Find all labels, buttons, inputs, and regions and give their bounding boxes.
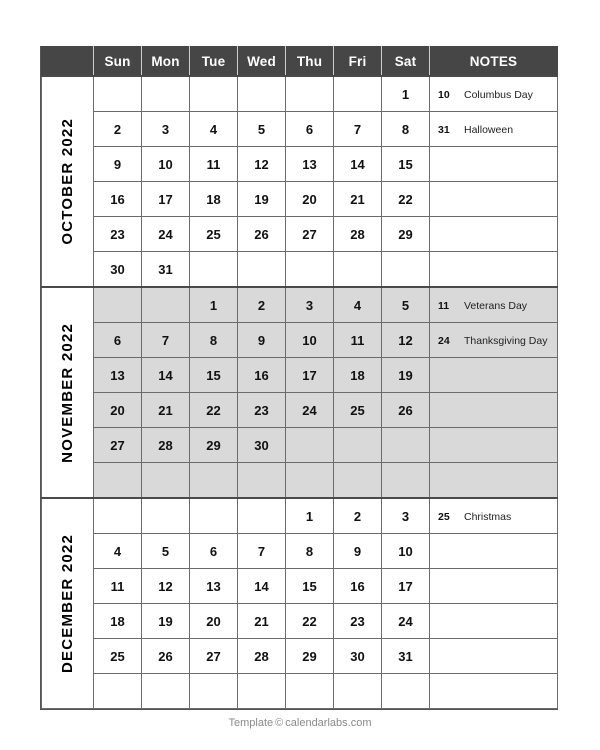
day-cell[interactable] — [190, 498, 238, 534]
note-text — [460, 440, 464, 452]
day-cell[interactable] — [382, 674, 430, 709]
day-cell[interactable] — [286, 428, 334, 463]
day-cell[interactable]: 8 — [286, 534, 334, 569]
day-cell[interactable] — [142, 287, 190, 323]
day-cell[interactable] — [94, 674, 142, 709]
day-cell[interactable]: 14 — [334, 147, 382, 182]
weekday-header-thu: Thu — [286, 47, 334, 77]
day-cell[interactable] — [334, 428, 382, 463]
day-cell[interactable]: 21 — [142, 393, 190, 428]
week-row — [42, 358, 558, 393]
day-cell[interactable]: 13 — [286, 147, 334, 182]
day-cell[interactable]: 12 — [142, 569, 190, 604]
day-cell[interactable]: 24 — [286, 393, 334, 428]
day-cell[interactable]: 27 — [190, 639, 238, 674]
day-cell[interactable]: 4 — [190, 112, 238, 147]
day-cell[interactable]: 16 — [94, 182, 142, 217]
day-cell[interactable] — [334, 76, 382, 112]
notes-cell[interactable] — [430, 639, 558, 674]
day-cell[interactable]: 23 — [238, 393, 286, 428]
week-row — [42, 498, 558, 534]
week-row — [42, 604, 558, 639]
day-cell[interactable]: 31 — [382, 639, 430, 674]
day-cell[interactable]: 30 — [94, 252, 142, 288]
notes-cell[interactable] — [430, 498, 558, 534]
notes-cell[interactable] — [430, 604, 558, 639]
day-cell[interactable]: 5 — [238, 112, 286, 147]
week-row — [42, 182, 558, 217]
day-cell[interactable]: 29 — [190, 428, 238, 463]
day-cell[interactable]: 14 — [142, 358, 190, 393]
day-cell[interactable]: 6 — [286, 112, 334, 147]
day-cell[interactable]: 18 — [334, 358, 382, 393]
week-row — [42, 323, 558, 358]
notes-cell[interactable] — [430, 463, 558, 499]
week-row — [42, 112, 558, 147]
notes-cell[interactable] — [430, 358, 558, 393]
weekday-header-sat: Sat — [382, 47, 430, 77]
day-cell[interactable] — [238, 252, 286, 288]
weekday-header-sun: Sun — [94, 47, 142, 77]
notes-cell[interactable] — [430, 182, 558, 217]
week-row — [42, 76, 558, 112]
day-cell[interactable]: 20 — [190, 604, 238, 639]
month-label-cell — [42, 498, 94, 709]
day-cell[interactable]: 14 — [238, 569, 286, 604]
day-cell[interactable]: 23 — [334, 604, 382, 639]
day-cell[interactable]: 12 — [382, 323, 430, 358]
day-cell[interactable] — [286, 463, 334, 499]
week-row — [42, 428, 558, 463]
day-cell[interactable]: 1 — [382, 76, 430, 112]
day-cell[interactable]: 28 — [142, 428, 190, 463]
day-cell[interactable] — [190, 252, 238, 288]
day-cell[interactable]: 25 — [94, 639, 142, 674]
note-text — [460, 194, 464, 206]
week-row — [42, 569, 558, 604]
notes-cell[interactable] — [430, 217, 558, 252]
note-day-number: 31 — [438, 124, 450, 136]
note-text — [460, 264, 464, 276]
day-cell[interactable]: 10 — [142, 147, 190, 182]
note-text — [460, 370, 464, 382]
day-cell[interactable]: 13 — [190, 569, 238, 604]
note-text — [460, 616, 464, 628]
day-cell[interactable] — [286, 76, 334, 112]
day-cell[interactable]: 21 — [334, 182, 382, 217]
day-cell[interactable]: 8 — [190, 323, 238, 358]
notes-cell[interactable] — [430, 393, 558, 428]
day-cell[interactable]: 3 — [382, 498, 430, 534]
day-cell[interactable]: 20 — [94, 393, 142, 428]
week-row — [42, 287, 558, 323]
day-cell[interactable]: 16 — [334, 569, 382, 604]
note-text — [460, 581, 464, 593]
calendar-body — [42, 76, 558, 709]
notes-cell[interactable] — [430, 569, 558, 604]
day-cell[interactable]: 26 — [142, 639, 190, 674]
month-label: OCTOBER 2022 — [59, 118, 76, 245]
week-row — [42, 217, 558, 252]
day-cell[interactable] — [142, 674, 190, 709]
day-cell[interactable]: 12 — [238, 147, 286, 182]
day-cell[interactable]: 6 — [190, 534, 238, 569]
day-cell[interactable]: 19 — [382, 358, 430, 393]
day-cell[interactable]: 1 — [190, 287, 238, 323]
note-text — [460, 475, 464, 487]
month-label: NOVEMBER 2022 — [59, 322, 76, 463]
day-cell[interactable]: 9 — [238, 323, 286, 358]
day-cell[interactable]: 30 — [238, 428, 286, 463]
header-row — [42, 47, 558, 77]
notes-cell[interactable] — [430, 112, 558, 147]
day-cell[interactable]: 7 — [142, 323, 190, 358]
day-cell[interactable]: 16 — [238, 358, 286, 393]
day-cell[interactable]: 26 — [238, 217, 286, 252]
notes-cell[interactable] — [430, 534, 558, 569]
day-cell[interactable]: 20 — [286, 182, 334, 217]
weekday-header-fri: Fri — [334, 47, 382, 77]
day-cell[interactable]: 29 — [286, 639, 334, 674]
day-cell[interactable]: 22 — [286, 604, 334, 639]
day-cell[interactable]: 19 — [238, 182, 286, 217]
day-cell[interactable] — [190, 76, 238, 112]
note-text: Thanksgiving Day — [464, 335, 548, 347]
day-cell[interactable] — [142, 463, 190, 499]
day-cell[interactable]: 18 — [190, 182, 238, 217]
day-cell[interactable] — [334, 252, 382, 288]
day-cell[interactable] — [238, 463, 286, 499]
day-cell[interactable]: 22 — [190, 393, 238, 428]
note-day-number: 10 — [438, 89, 450, 101]
day-cell[interactable] — [382, 463, 430, 499]
day-cell[interactable]: 5 — [382, 287, 430, 323]
day-cell[interactable]: 25 — [190, 217, 238, 252]
day-cell[interactable]: 5 — [142, 534, 190, 569]
week-row — [42, 639, 558, 674]
day-cell[interactable] — [286, 674, 334, 709]
day-cell[interactable] — [94, 287, 142, 323]
note-text — [460, 546, 464, 558]
day-cell[interactable]: 4 — [94, 534, 142, 569]
day-cell[interactable]: 2 — [334, 498, 382, 534]
day-cell[interactable] — [238, 498, 286, 534]
footer-prefix: Template — [228, 717, 274, 729]
day-cell[interactable]: 24 — [142, 217, 190, 252]
day-cell[interactable]: 29 — [382, 217, 430, 252]
day-cell[interactable]: 3 — [142, 112, 190, 147]
day-cell[interactable]: 9 — [94, 147, 142, 182]
note-text — [460, 229, 464, 241]
day-cell[interactable]: 25 — [334, 393, 382, 428]
day-cell[interactable]: 2 — [94, 112, 142, 147]
copyright-icon: © — [275, 717, 284, 729]
week-row — [42, 674, 558, 709]
notes-cell[interactable] — [430, 674, 558, 709]
week-row — [42, 534, 558, 569]
day-cell[interactable]: 26 — [382, 393, 430, 428]
day-cell[interactable]: 11 — [334, 323, 382, 358]
notes-cell[interactable] — [430, 252, 558, 288]
note-text — [460, 686, 464, 698]
day-cell[interactable]: 17 — [286, 358, 334, 393]
day-cell[interactable]: 27 — [94, 428, 142, 463]
notes-cell[interactable] — [430, 428, 558, 463]
day-cell[interactable]: 15 — [382, 147, 430, 182]
day-cell[interactable]: 11 — [190, 147, 238, 182]
note-day-number: 24 — [438, 335, 450, 347]
day-cell[interactable]: 28 — [334, 217, 382, 252]
note-text: Christmas — [464, 511, 512, 523]
day-cell[interactable]: 7 — [334, 112, 382, 147]
day-cell[interactable] — [334, 463, 382, 499]
week-row — [42, 463, 558, 499]
day-cell[interactable]: 15 — [190, 358, 238, 393]
note-text — [460, 405, 464, 417]
day-cell[interactable] — [382, 428, 430, 463]
calendar-table-container — [40, 46, 558, 710]
day-cell[interactable]: 3 — [286, 287, 334, 323]
day-cell[interactable]: 22 — [382, 182, 430, 217]
note-day-number: 25 — [438, 511, 450, 523]
month-label: DECEMBER 2022 — [59, 534, 76, 673]
day-cell[interactable]: 7 — [238, 534, 286, 569]
day-cell[interactable] — [142, 498, 190, 534]
day-cell[interactable]: 19 — [142, 604, 190, 639]
day-cell[interactable]: 15 — [286, 569, 334, 604]
notes-cell[interactable] — [430, 76, 558, 112]
day-cell[interactable]: 21 — [238, 604, 286, 639]
weekday-header-wed: Wed — [238, 47, 286, 77]
note-text — [460, 159, 464, 171]
day-cell[interactable] — [238, 674, 286, 709]
quarterly-calendar-table — [41, 46, 558, 709]
day-cell[interactable]: 31 — [142, 252, 190, 288]
day-cell[interactable]: 28 — [238, 639, 286, 674]
note-text: Halloween — [464, 124, 514, 136]
day-cell[interactable] — [190, 463, 238, 499]
footer-credit — [0, 717, 600, 729]
notes-cell[interactable] — [430, 147, 558, 182]
day-cell[interactable]: 18 — [94, 604, 142, 639]
notes-cell[interactable] — [430, 287, 558, 323]
day-cell[interactable]: 6 — [94, 323, 142, 358]
month-label-cell — [42, 287, 94, 498]
day-cell[interactable] — [334, 674, 382, 709]
day-cell[interactable] — [94, 498, 142, 534]
day-cell[interactable]: 4 — [334, 287, 382, 323]
day-cell[interactable]: 17 — [382, 569, 430, 604]
day-cell[interactable] — [94, 76, 142, 112]
month-column-header — [42, 47, 94, 77]
day-cell[interactable] — [286, 252, 334, 288]
week-row — [42, 252, 558, 288]
day-cell[interactable] — [190, 674, 238, 709]
week-row — [42, 393, 558, 428]
calendar-header — [42, 47, 558, 77]
weekday-header-tue: Tue — [190, 47, 238, 77]
day-cell[interactable]: 8 — [382, 112, 430, 147]
month-label-cell — [42, 76, 94, 287]
day-cell[interactable]: 30 — [334, 639, 382, 674]
day-cell[interactable]: 9 — [334, 534, 382, 569]
day-cell[interactable] — [382, 252, 430, 288]
weekday-header-mon: Mon — [142, 47, 190, 77]
day-cell[interactable]: 13 — [94, 358, 142, 393]
day-cell[interactable]: 10 — [382, 534, 430, 569]
note-day-number: 11 — [438, 300, 450, 312]
day-cell[interactable]: 11 — [94, 569, 142, 604]
footer-site: calendarlabs.com — [285, 717, 372, 729]
note-text: Veterans Day — [464, 300, 528, 312]
note-text — [460, 651, 464, 663]
day-cell[interactable]: 17 — [142, 182, 190, 217]
day-cell[interactable]: 24 — [382, 604, 430, 639]
day-cell[interactable]: 27 — [286, 217, 334, 252]
day-cell[interactable] — [94, 463, 142, 499]
day-cell[interactable]: 1 — [286, 498, 334, 534]
day-cell[interactable]: 23 — [94, 217, 142, 252]
day-cell[interactable] — [238, 76, 286, 112]
day-cell[interactable] — [142, 76, 190, 112]
day-cell[interactable]: 2 — [238, 287, 286, 323]
day-cell[interactable]: 10 — [286, 323, 334, 358]
note-text: Columbus Day — [464, 89, 533, 101]
notes-cell[interactable] — [430, 323, 558, 358]
week-row — [42, 147, 558, 182]
notes-column-header: NOTES — [430, 47, 558, 77]
